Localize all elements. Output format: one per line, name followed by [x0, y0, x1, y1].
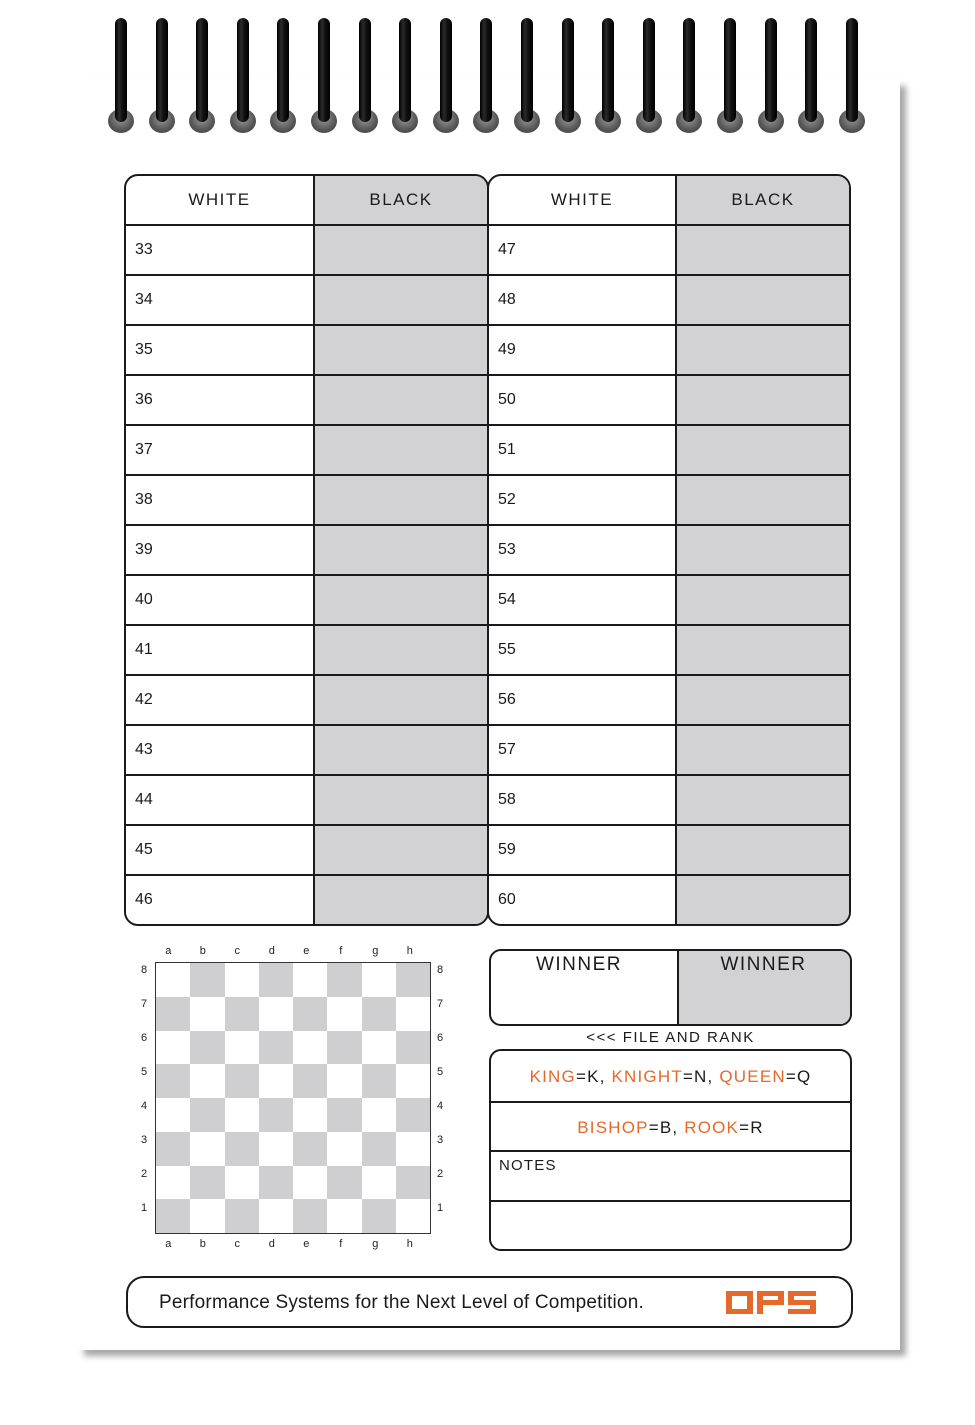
board-square — [156, 1199, 190, 1233]
move-number: 41 — [135, 641, 153, 658]
file-label: f — [339, 1238, 343, 1250]
coil-wire — [521, 18, 533, 122]
table-header — [126, 176, 487, 226]
coil-wire — [277, 18, 289, 122]
move-number: 50 — [498, 391, 516, 408]
board-square — [259, 1166, 293, 1200]
board-square — [362, 1199, 396, 1233]
move-row — [489, 526, 849, 576]
move-number: 51 — [498, 441, 516, 458]
board-square — [362, 1064, 396, 1098]
rank-label: 1 — [436, 1202, 444, 1214]
coil-wire — [156, 18, 168, 122]
coil-wire — [805, 18, 817, 122]
rank-label: 3 — [436, 1134, 444, 1146]
bishop-code: =B, — [648, 1118, 685, 1137]
coil-wire — [602, 18, 614, 122]
spiral-coil — [149, 18, 175, 133]
move-number: 48 — [498, 291, 516, 308]
spiral-coil — [636, 18, 662, 133]
move-number: 47 — [498, 241, 516, 258]
winner-white-label: WINNER — [535, 954, 623, 975]
move-number: 43 — [135, 741, 153, 758]
board-square — [293, 1064, 327, 1098]
move-row — [126, 676, 487, 726]
board-square — [362, 1132, 396, 1166]
file-label: c — [234, 1238, 240, 1250]
board-square — [259, 963, 293, 997]
spiral-coil — [230, 18, 256, 133]
bishop-label: BISHOP — [577, 1118, 649, 1137]
board-square — [190, 997, 224, 1031]
move-row — [489, 326, 849, 376]
coil-wire — [196, 18, 208, 122]
coil-wire — [562, 18, 574, 122]
board-square — [156, 1031, 190, 1065]
move-row — [126, 526, 487, 576]
rank-label: 7 — [140, 998, 148, 1010]
rank-label: 8 — [140, 964, 148, 976]
move-row — [126, 276, 487, 326]
move-row — [126, 476, 487, 526]
rank-label: 4 — [140, 1100, 148, 1112]
chess-board-diagram — [136, 944, 456, 1256]
move-number: 46 — [135, 891, 153, 908]
move-row — [126, 826, 487, 876]
board-square — [190, 1166, 224, 1200]
board-square — [362, 963, 396, 997]
move-number: 59 — [498, 841, 516, 858]
board-square — [156, 963, 190, 997]
board-square — [396, 997, 430, 1031]
board-square — [225, 1166, 259, 1200]
file-label: g — [372, 945, 379, 957]
move-number: 55 — [498, 641, 516, 658]
king-label: KING — [529, 1067, 576, 1086]
board-square — [225, 1064, 259, 1098]
rank-label: 6 — [436, 1032, 444, 1044]
board-square — [327, 1166, 361, 1200]
spiral-coil — [555, 18, 581, 133]
move-row — [126, 876, 487, 926]
move-number: 36 — [135, 391, 153, 408]
file-and-rank-note: <<< FILE AND RANK — [586, 1029, 755, 1046]
board-square — [225, 1132, 259, 1166]
move-number: 35 — [135, 341, 153, 358]
spiral-coil — [311, 18, 337, 133]
file-label: d — [268, 1238, 275, 1250]
spiral-coil — [189, 18, 215, 133]
file-label: h — [406, 945, 413, 957]
move-number: 40 — [135, 591, 153, 608]
king-code: =K, — [575, 1067, 612, 1086]
black-header: BLACK — [731, 190, 795, 209]
spiral-coil — [108, 18, 134, 133]
move-number: 54 — [498, 591, 516, 608]
rank-label: 2 — [436, 1168, 444, 1180]
winner-box — [489, 949, 852, 1026]
move-number: 33 — [135, 241, 153, 258]
board-square — [156, 1166, 190, 1200]
spiral-coil — [676, 18, 702, 133]
queen-label: QUEEN — [719, 1067, 786, 1086]
file-label: c — [234, 945, 240, 957]
move-number: 57 — [498, 741, 516, 758]
board-square — [156, 997, 190, 1031]
table-header — [489, 176, 849, 226]
board-square — [259, 1098, 293, 1132]
chess-board — [155, 962, 431, 1234]
move-row — [489, 626, 849, 676]
rank-label: 6 — [140, 1032, 148, 1044]
board-square — [327, 1098, 361, 1132]
board-square — [293, 1199, 327, 1233]
board-square — [362, 1098, 396, 1132]
board-square — [396, 1132, 430, 1166]
spiral-coil — [352, 18, 378, 133]
spiral-coil — [758, 18, 784, 133]
board-square — [293, 1098, 327, 1132]
move-row — [126, 626, 487, 676]
move-row — [489, 426, 849, 476]
file-label: a — [165, 945, 172, 957]
spiral-coil — [595, 18, 621, 133]
board-square — [156, 1064, 190, 1098]
spiral-coil — [433, 18, 459, 133]
move-row — [489, 576, 849, 626]
move-row — [489, 776, 849, 826]
move-number: 42 — [135, 691, 153, 708]
winner-black-label: WINNER — [720, 954, 807, 975]
board-square — [190, 1064, 224, 1098]
move-row — [489, 276, 849, 326]
footer-banner — [126, 1276, 853, 1328]
board-square — [259, 1199, 293, 1233]
coil-wire — [115, 18, 127, 122]
file-label: e — [303, 945, 310, 957]
move-number: 60 — [498, 891, 516, 908]
move-row — [126, 326, 487, 376]
move-number: 52 — [498, 491, 516, 508]
rank-label: 7 — [436, 998, 444, 1010]
spiral-coil — [473, 18, 499, 133]
rank-label: 3 — [140, 1134, 148, 1146]
file-label: b — [199, 945, 206, 957]
board-square — [156, 1098, 190, 1132]
coil-wire — [846, 18, 858, 122]
board-square — [396, 963, 430, 997]
board-square — [362, 1166, 396, 1200]
footer-tagline: Performance Systems for the Next Level of Competition. — [159, 1292, 644, 1313]
board-square — [327, 1199, 361, 1233]
move-row — [489, 826, 849, 876]
board-square — [327, 997, 361, 1031]
move-number: 37 — [135, 441, 153, 458]
board-square — [396, 1031, 430, 1065]
rank-label: 4 — [436, 1100, 444, 1112]
spiral-coil — [514, 18, 540, 133]
board-square — [293, 1166, 327, 1200]
coil-wire — [724, 18, 736, 122]
ops-logo-icon — [726, 1291, 816, 1314]
move-row — [489, 876, 849, 926]
move-table-right — [487, 174, 851, 926]
board-square — [327, 963, 361, 997]
board-square — [190, 963, 224, 997]
board-square — [190, 1098, 224, 1132]
move-row — [126, 376, 487, 426]
file-label: e — [303, 1238, 310, 1250]
board-square — [396, 1199, 430, 1233]
board-square — [293, 997, 327, 1031]
file-label: f — [339, 945, 343, 957]
white-header: WHITE — [188, 190, 251, 209]
board-square — [327, 1031, 361, 1065]
piece-key-row-1 — [491, 1051, 850, 1103]
board-square — [225, 997, 259, 1031]
coil-wire — [318, 18, 330, 122]
coil-wire — [440, 18, 452, 122]
coil-wire — [399, 18, 411, 122]
board-square — [225, 1031, 259, 1065]
rook-code: =R — [739, 1118, 764, 1137]
move-row — [126, 726, 487, 776]
board-square — [362, 1031, 396, 1065]
piece-key-row-2 — [491, 1103, 850, 1152]
move-number: 45 — [135, 841, 153, 858]
board-square — [259, 1132, 293, 1166]
move-row — [126, 226, 487, 276]
file-label: b — [199, 1238, 206, 1250]
move-row — [489, 476, 849, 526]
file-label: d — [268, 945, 275, 957]
notes-row — [491, 1152, 850, 1202]
notes-label: NOTES — [499, 1157, 557, 1174]
knight-code: =N, — [682, 1067, 720, 1086]
board-square — [156, 1132, 190, 1166]
board-square — [293, 963, 327, 997]
coil-wire — [359, 18, 371, 122]
move-row — [126, 426, 487, 476]
coil-wire — [683, 18, 695, 122]
move-number: 53 — [498, 541, 516, 558]
move-row — [489, 376, 849, 426]
rank-label: 8 — [436, 964, 444, 976]
move-table-left — [124, 174, 489, 926]
board-square — [259, 1064, 293, 1098]
move-number: 38 — [135, 491, 153, 508]
board-square — [259, 997, 293, 1031]
spiral-coil — [717, 18, 743, 133]
black-header: BLACK — [369, 190, 433, 209]
board-square — [225, 1199, 259, 1233]
coil-wire — [237, 18, 249, 122]
spiral-coil — [392, 18, 418, 133]
rank-label: 2 — [140, 1168, 148, 1180]
board-square — [396, 1098, 430, 1132]
queen-code: =Q — [785, 1067, 812, 1086]
board-square — [327, 1132, 361, 1166]
coil-wire — [643, 18, 655, 122]
board-square — [190, 1199, 224, 1233]
move-row — [489, 676, 849, 726]
board-square — [362, 997, 396, 1031]
move-number: 49 — [498, 341, 516, 358]
move-number: 34 — [135, 291, 153, 308]
move-row — [126, 776, 487, 826]
move-row — [489, 226, 849, 276]
board-square — [396, 1166, 430, 1200]
rook-label: ROOK — [684, 1118, 740, 1137]
board-square — [396, 1064, 430, 1098]
knight-label: KNIGHT — [611, 1067, 683, 1086]
rank-label: 5 — [140, 1066, 148, 1078]
coil-wire — [765, 18, 777, 122]
rank-label: 1 — [140, 1202, 148, 1214]
spiral-coil — [839, 18, 865, 133]
move-number: 44 — [135, 791, 153, 808]
file-label: h — [406, 1238, 413, 1250]
file-label: g — [372, 1238, 379, 1250]
board-square — [327, 1064, 361, 1098]
file-label: a — [165, 1238, 172, 1250]
move-number: 39 — [135, 541, 153, 558]
move-number: 58 — [498, 791, 516, 808]
move-number: 56 — [498, 691, 516, 708]
board-square — [293, 1031, 327, 1065]
move-row — [126, 576, 487, 626]
spiral-binding — [0, 0, 975, 140]
white-header: WHITE — [550, 190, 614, 209]
spiral-coil — [798, 18, 824, 133]
board-square — [259, 1031, 293, 1065]
move-row — [489, 726, 849, 776]
piece-key-box — [489, 1049, 852, 1251]
board-square — [225, 963, 259, 997]
spiral-coil — [270, 18, 296, 133]
board-square — [225, 1098, 259, 1132]
coil-wire — [480, 18, 492, 122]
board-square — [293, 1132, 327, 1166]
board-square — [190, 1132, 224, 1166]
board-square — [190, 1031, 224, 1065]
rank-label: 5 — [436, 1066, 444, 1078]
